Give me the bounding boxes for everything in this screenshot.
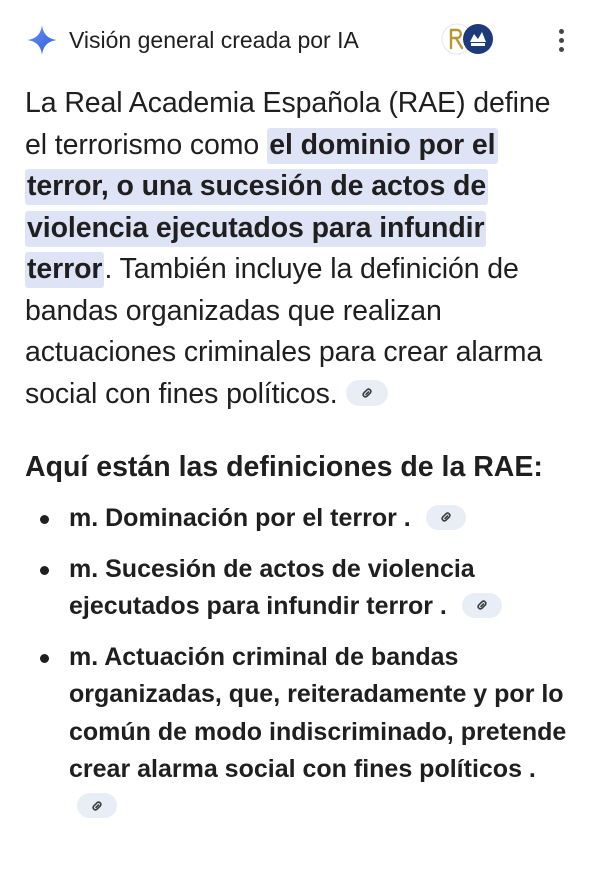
section-heading: Aquí están las definiciones de la RAE: (25, 451, 543, 483)
definition-text: m. Actuación criminal de bandas organizadas, que, reiteradamente y por lo común de modo indiscriminado, pretende crear alarma social con fines políticos (69, 642, 567, 783)
definition-end: . (528, 755, 536, 783)
definition-end: . (439, 592, 447, 620)
definitions-list (25, 500, 585, 839)
source-link-chip[interactable] (77, 793, 117, 818)
bullet-dot (40, 654, 49, 663)
link-icon (89, 798, 105, 814)
header-title: Visión general creada por IA (69, 27, 359, 53)
link-icon (438, 509, 454, 525)
gemini-spark-icon (26, 24, 58, 56)
bullet-dot (40, 566, 49, 575)
more-vert-icon[interactable] (548, 24, 574, 56)
intro-text-after: . También incluye la definición de bandas organizadas que realizan actuaciones criminales para crear alarma social con fines políticos. (25, 253, 543, 410)
highlighted-definition[interactable]: el dominio por el terror, o una sucesión de actos de violencia ejecutados para infundir terror (25, 128, 498, 289)
source-link-chip[interactable] (426, 505, 466, 530)
definition-text: m. Sucesión de actos de violencia ejecutados para infundir terror (69, 554, 475, 620)
list-item (25, 500, 585, 538)
link-icon (359, 385, 375, 401)
definition-text: m. Dominación por el terror (69, 504, 397, 532)
overview-paragraph (25, 83, 575, 415)
source-link-chip[interactable] (346, 380, 388, 406)
source-link-chip[interactable] (462, 593, 502, 618)
link-icon (474, 597, 490, 613)
list-item (25, 639, 585, 827)
ai-overview-header (0, 0, 600, 80)
source-favicon-logo[interactable] (440, 22, 496, 56)
bullet-dot (40, 515, 49, 524)
list-item (25, 551, 585, 626)
intro-text-before: La Real Academia Española (RAE) define el terrorismo como (25, 87, 551, 161)
definition-end: . (403, 504, 411, 532)
